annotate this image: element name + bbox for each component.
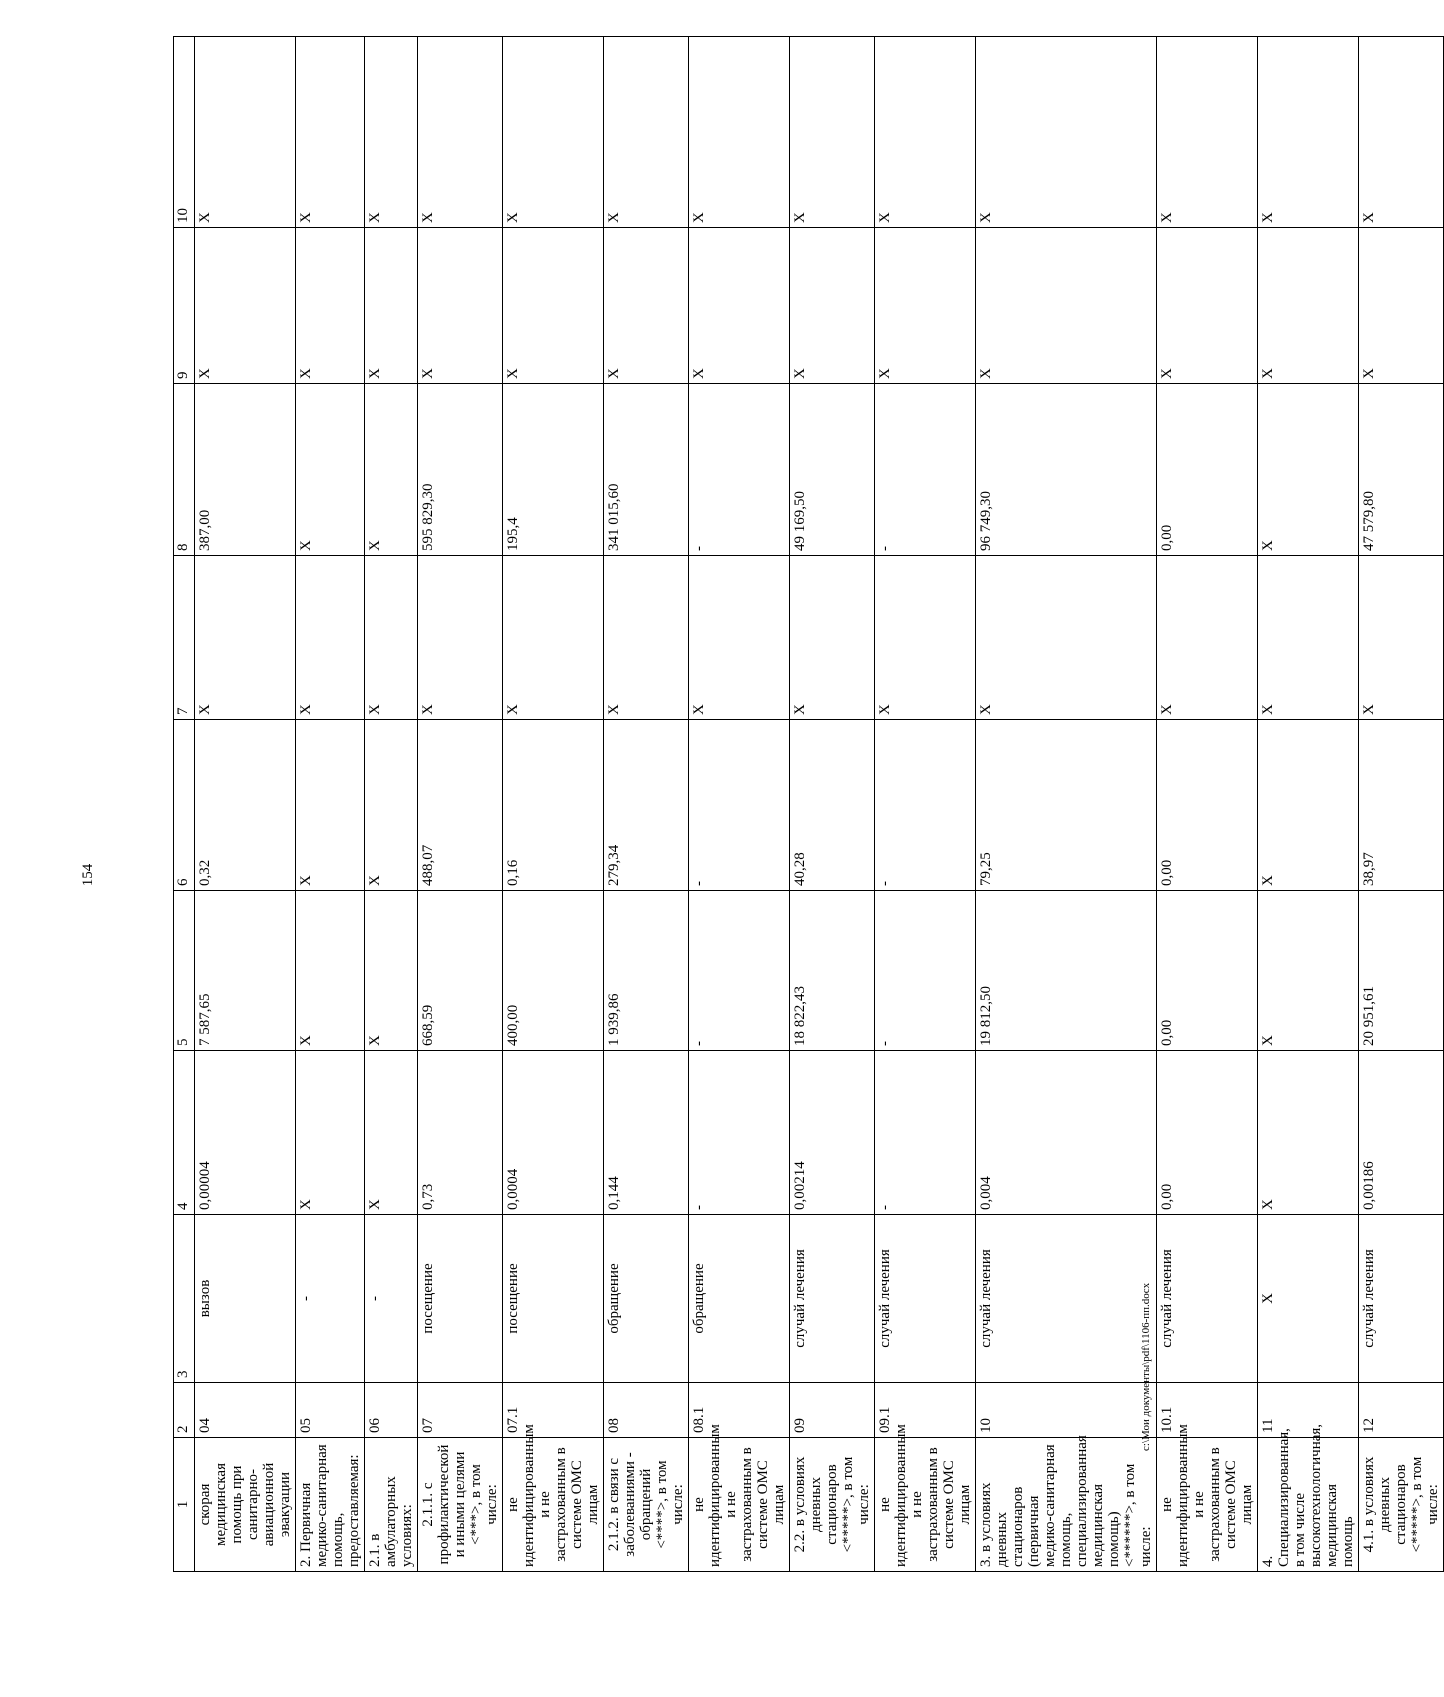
header-cell: 10 [174, 37, 195, 228]
value-cell: X [365, 37, 418, 228]
value-cell: X [1359, 228, 1444, 384]
row-name-cell: не идентифицированным и не застрахованным в системе ОМС лицам [689, 1438, 790, 1572]
value-cell: X [689, 228, 790, 384]
value-cell: X [296, 37, 365, 228]
value-cell: 668,59 [418, 891, 503, 1051]
row-code-cell: 07.1 [503, 1383, 604, 1438]
value-cell: 341 015,60 [604, 384, 689, 556]
data-table [173, 36, 1444, 1572]
value-cell: X [604, 556, 689, 720]
unit-cell: случай лечения [875, 1215, 976, 1383]
unit-cell: посещение [418, 1215, 503, 1383]
value-cell: 79,25 [976, 720, 1157, 891]
value-cell: 0,00214 [790, 1051, 875, 1215]
value-cell: 38,97 [1359, 720, 1444, 891]
table-row [689, 37, 790, 1572]
row-code-cell: 08 [604, 1383, 689, 1438]
value-cell: X [875, 37, 976, 228]
value-cell: X [503, 228, 604, 384]
page-number: 154 [80, 863, 96, 887]
row-code-cell: 05 [296, 1383, 365, 1438]
row-code-cell: 04 [195, 1383, 296, 1438]
value-cell: 0,00004 [195, 1051, 296, 1215]
value-cell: X [875, 556, 976, 720]
value-cell: X [1258, 891, 1359, 1051]
value-cell: X [1157, 37, 1258, 228]
table-row [1258, 37, 1359, 1572]
table-row [875, 37, 976, 1572]
value-cell: 595 829,30 [418, 384, 503, 556]
row-code-cell: 11 [1258, 1383, 1359, 1438]
value-cell: X [365, 228, 418, 384]
value-cell: 1 939,86 [604, 891, 689, 1051]
table-row [976, 37, 1157, 1572]
table-row [296, 37, 365, 1572]
row-name-cell: 4.1. в условиях дневных стационаров <*****>, в том числе: [1359, 1438, 1444, 1572]
row-code-cell: 09 [790, 1383, 875, 1438]
unit-cell: обращение [604, 1215, 689, 1383]
value-cell: X [365, 556, 418, 720]
value-cell: - [689, 384, 790, 556]
value-cell: - [689, 1051, 790, 1215]
header-cell: 7 [174, 556, 195, 720]
value-cell: X [689, 556, 790, 720]
value-cell: X [604, 228, 689, 384]
row-code-cell: 09.1 [875, 1383, 976, 1438]
unit-cell: - [365, 1215, 418, 1383]
value-cell: 488,07 [418, 720, 503, 891]
value-cell: 0,32 [195, 720, 296, 891]
table-body [195, 37, 1444, 1572]
value-cell: 0,00186 [1359, 1051, 1444, 1215]
unit-cell: - [296, 1215, 365, 1383]
value-cell: X [296, 384, 365, 556]
value-cell: X [604, 37, 689, 228]
unit-cell: случай лечения [1359, 1215, 1444, 1383]
value-cell: X [365, 720, 418, 891]
unit-cell: случай лечения [976, 1215, 1157, 1383]
row-name-cell: 3. в условиях дневных стационаров (первичная медико-санитарная помощь, специализированная медицинская помощь) <******>, в том числе: [976, 1438, 1157, 1572]
value-cell: X [365, 384, 418, 556]
value-cell: X [195, 556, 296, 720]
value-cell: 49 169,50 [790, 384, 875, 556]
value-cell: 0,0004 [503, 1051, 604, 1215]
value-cell: 387,00 [195, 384, 296, 556]
row-code-cell: 07 [418, 1383, 503, 1438]
table-row [1359, 37, 1444, 1572]
value-cell: 400,00 [503, 891, 604, 1051]
value-cell: - [875, 891, 976, 1051]
value-cell: X [296, 891, 365, 1051]
value-cell: X [1157, 228, 1258, 384]
value-cell: X [1258, 384, 1359, 556]
row-name-cell: не идентифицированным и не застрахованным в системе ОМС лицам [503, 1438, 604, 1572]
row-name-cell: 2.1.1. с профилактической и иными целями <***>, в том числе: [418, 1438, 503, 1572]
value-cell: X [1258, 556, 1359, 720]
value-cell: X [790, 228, 875, 384]
row-code-cell: 10 [976, 1383, 1157, 1438]
row-code-cell: 10.1 [1157, 1383, 1258, 1438]
value-cell: X [1157, 556, 1258, 720]
row-name-cell: 2. Первичная медико-санитарная помощь, предоставляемая: [296, 1438, 365, 1572]
value-cell: 195,4 [503, 384, 604, 556]
value-cell: - [875, 1051, 976, 1215]
header-cell: 8 [174, 384, 195, 556]
value-cell: X [976, 37, 1157, 228]
row-name-cell: не идентифицированным и не застрахованным в системе ОМС лицам [1157, 1438, 1258, 1572]
value-cell: X [296, 1051, 365, 1215]
value-cell: - [875, 384, 976, 556]
value-cell: X [296, 720, 365, 891]
value-cell: X [296, 228, 365, 384]
value-cell: 7 587,65 [195, 891, 296, 1051]
value-cell: 0,00 [1157, 891, 1258, 1051]
value-cell: 0,00 [1157, 720, 1258, 891]
header-cell: 3 [174, 1215, 195, 1383]
value-cell: 19 812,50 [976, 891, 1157, 1051]
value-cell: X [503, 37, 604, 228]
table-row [418, 37, 503, 1572]
value-cell: 0,004 [976, 1051, 1157, 1215]
row-name-cell: скорая медицинская помощь при санитарно-авиационной эвакуации [195, 1438, 296, 1572]
value-cell: X [875, 228, 976, 384]
table-row [790, 37, 875, 1572]
value-cell: X [418, 37, 503, 228]
value-cell: X [976, 228, 1157, 384]
value-cell: X [418, 556, 503, 720]
value-cell: X [1359, 556, 1444, 720]
value-cell: X [1258, 228, 1359, 384]
value-cell: X [365, 891, 418, 1051]
unit-cell: обращение [689, 1215, 790, 1383]
value-cell: X [1258, 720, 1359, 891]
value-cell: X [418, 228, 503, 384]
value-cell: 18 822,43 [790, 891, 875, 1051]
value-cell: X [503, 556, 604, 720]
header-row [174, 37, 195, 1572]
value-cell: X [1359, 37, 1444, 228]
value-cell: X [296, 556, 365, 720]
header-cell: 5 [174, 891, 195, 1051]
header-cell: 4 [174, 1051, 195, 1215]
value-cell: - [689, 720, 790, 891]
value-cell: X [195, 228, 296, 384]
value-cell: 96 749,30 [976, 384, 1157, 556]
table-row [195, 37, 296, 1572]
table-row [503, 37, 604, 1572]
value-cell: X [689, 37, 790, 228]
header-cell: 6 [174, 720, 195, 891]
table-row [1157, 37, 1258, 1572]
value-cell: - [875, 720, 976, 891]
unit-cell: случай лечения [1157, 1215, 1258, 1383]
row-name-cell: не идентифицированным и не застрахованным в системе ОМС лицам [875, 1438, 976, 1572]
unit-cell: X [1258, 1215, 1359, 1383]
row-code-cell: 08.1 [689, 1383, 790, 1438]
row-name-cell: 2.1. в амбулаторных условиях: [365, 1438, 418, 1572]
row-name-cell: 2.2. в условиях дневных стационаров <*****>, в том числе: [790, 1438, 875, 1572]
value-cell: 0,73 [418, 1051, 503, 1215]
row-name-cell: 2.1.2. в связи с заболеваниями - обращений <****>, в том числе: [604, 1438, 689, 1572]
value-cell: 20 951,61 [1359, 891, 1444, 1051]
value-cell: 279,34 [604, 720, 689, 891]
header-cell: 2 [174, 1383, 195, 1438]
table-row [604, 37, 689, 1572]
table-row [365, 37, 418, 1572]
value-cell: X [1258, 1051, 1359, 1215]
value-cell: X [976, 556, 1157, 720]
row-code-cell: 06 [365, 1383, 418, 1438]
value-cell: X [195, 37, 296, 228]
value-cell: X [790, 556, 875, 720]
value-cell: 40,28 [790, 720, 875, 891]
value-cell: X [1258, 37, 1359, 228]
value-cell: 0,00 [1157, 1051, 1258, 1215]
header-cell: 9 [174, 228, 195, 384]
value-cell: X [790, 37, 875, 228]
unit-cell: вызов [195, 1215, 296, 1383]
unit-cell: посещение [503, 1215, 604, 1383]
row-name-cell: 4. Специализированная, в том числе высокотехнологичная, медицинская помощь [1258, 1438, 1359, 1572]
value-cell: X [365, 1051, 418, 1215]
header-cell: 1 [174, 1438, 195, 1572]
value-cell: 0,144 [604, 1051, 689, 1215]
value-cell: 47 579,80 [1359, 384, 1444, 556]
value-cell: 0,00 [1157, 384, 1258, 556]
unit-cell: случай лечения [790, 1215, 875, 1383]
footer-file-path: c:\Мои документы\pdf\1106-пп.docx [1140, 1282, 1152, 1451]
value-cell: - [689, 891, 790, 1051]
value-cell: 0,16 [503, 720, 604, 891]
row-code-cell: 12 [1359, 1383, 1444, 1438]
